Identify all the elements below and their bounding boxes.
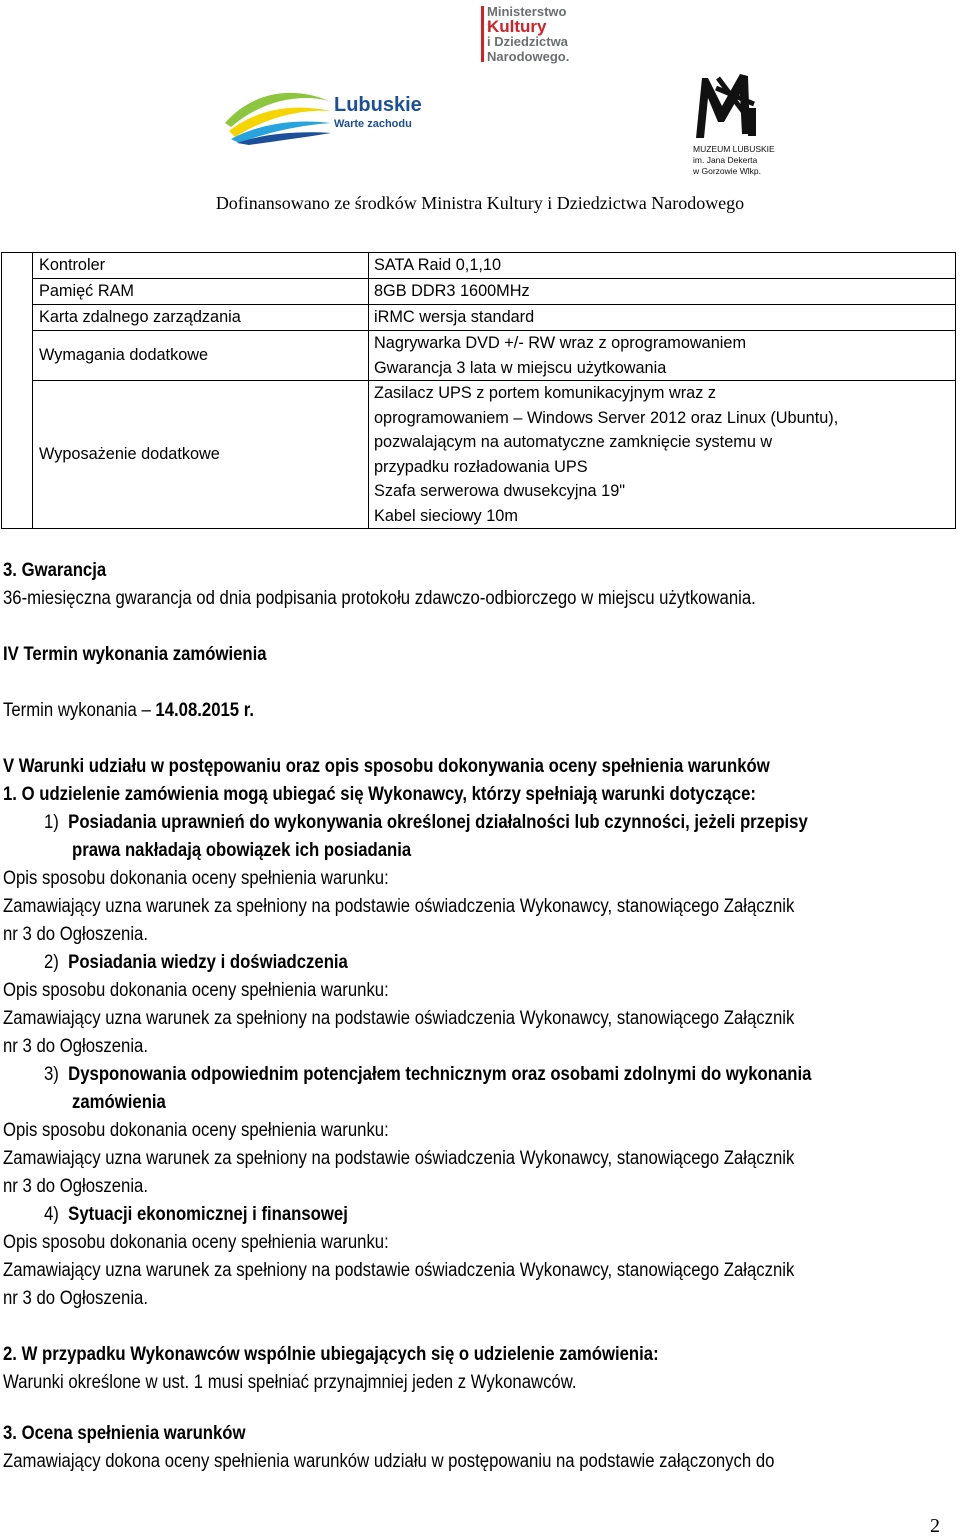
spec-value: 8GB DDR3 1600MHz: [369, 279, 956, 305]
spec-value: Gwarancja 3 lata w miejscu użytkowania: [374, 358, 667, 377]
section5-heading: V Warunki udziału w postępowaniu oraz opis sposobu dokonywania oceny spełnienia warunków: [3, 756, 770, 777]
term-line: [3, 699, 254, 723]
table-row: [2, 279, 956, 305]
spec-value: Szafa serwerowa dwusekcyjna 19": [374, 482, 626, 500]
spec-value-list: [369, 331, 956, 381]
point2-text: Warunki określone w ust. 1 musi spełniać przynajmniej jeden z Wykonawców.: [3, 1372, 577, 1393]
table-row: [2, 331, 956, 381]
assessment-label: Opis sposobu dokonania oceny spełnienia warunku:: [3, 1232, 389, 1253]
ministry-logo-line4: Narodowego.: [487, 49, 570, 64]
condition-1-title: Posiadania uprawnień do wykonywania określonej działalności lub czynności, jeżeli przepisy: [68, 812, 808, 833]
condition-3: [44, 1063, 811, 1087]
condition-1-continued: prawa nakładają obowiązek ich posiadania: [72, 840, 412, 861]
museum-caption-line2: im. Jana Dekerta: [693, 155, 758, 165]
museum-caption-line1: MUZEUM LUBUSKIE: [693, 144, 775, 154]
term-heading: IV Termin wykonania zamówienia: [3, 644, 267, 665]
point1-text: 1. O udzielenie zamówienia mogą ubiegać się Wykonawcy, którzy spełniają warunki dotyczące:: [3, 784, 756, 805]
assessment-text: Zamawiający uzna warunek za spełniony na podstawie oświadczenia Wykonawcy, stanowiącego Załącznik: [3, 1148, 795, 1169]
assessment-text: Zamawiający uzna warunek za spełniony na podstawie oświadczenia Wykonawcy, stanowiącego Załącznik: [3, 1008, 795, 1029]
spec-label: Wymagania dodatkowe: [33, 331, 369, 381]
lubuskie-tagline: Warte zachodu: [334, 118, 412, 130]
spec-value-list: [369, 381, 956, 529]
condition-4-title: Sytuacji ekonomicznej i finansowej: [68, 1204, 348, 1225]
condition-1-number: 1): [44, 812, 59, 833]
spec-label: Pamięć RAM: [33, 279, 369, 305]
assessment-text-continued: nr 3 do Ogłoszenia.: [3, 1176, 148, 1197]
assessment-text: Zamawiający uzna warunek za spełniony na podstawie oświadczenia Wykonawcy, stanowiącego Załącznik: [3, 896, 795, 917]
condition-2-title: Posiadania wiedzy i doświadczenia: [68, 952, 348, 973]
assessment-label: Opis sposobu dokonania oceny spełnienia warunku:: [3, 1120, 389, 1141]
museum-logo: [676, 68, 776, 178]
point3-text: Zamawiający dokona oceny spełnienia warunków udziału w postępowaniu na podstawie załączonych do: [3, 1451, 775, 1472]
assessment-label: Opis sposobu dokonania oceny spełnienia warunku:: [3, 980, 389, 1001]
lubuskie-swoosh-icon: [221, 83, 333, 145]
assessment-label: Opis sposobu dokonania oceny spełnienia warunku:: [3, 868, 389, 889]
spec-label: Karta zdalnego zarządzania: [33, 305, 369, 331]
table-row: [2, 381, 956, 529]
condition-4: [44, 1203, 348, 1227]
table-row: [2, 253, 956, 279]
term-label: Termin wykonania –: [3, 700, 156, 721]
condition-3-number: 3): [44, 1064, 59, 1085]
cofinancing-note: Dofinansowano ze środków Ministra Kultury i Dziedzictwa Narodowego: [215, 193, 745, 213]
condition-3-title: Dysponowania odpowiednim potencjałem technicznym oraz osobami zdolnymi do wykonania: [68, 1064, 812, 1085]
ministry-logo-line2: Kultury: [487, 17, 547, 36]
museum-emblem-icon: [688, 68, 764, 144]
table-row: [2, 305, 956, 331]
condition-4-number: 4): [44, 1204, 59, 1225]
spec-value: iRMC wersja standard: [369, 305, 956, 331]
page-number: 2: [930, 1515, 940, 1537]
spec-label: Wyposażenie dodatkowe: [33, 381, 369, 529]
spec-label: Kontroler: [33, 253, 369, 279]
spec-value: Nagrywarka DVD +/- RW wraz z oprogramowaniem: [374, 334, 747, 352]
ministry-logo-bar: [481, 6, 484, 62]
point1-intro: [3, 783, 756, 807]
point2-heading: 2. W przypadku Wykonawców wspólnie ubiegających się o udzielenie zamówienia:: [3, 1344, 659, 1365]
condition-3-continued: zamówienia: [72, 1092, 166, 1113]
lubuskie-name: Lubuskie: [334, 94, 422, 116]
assessment-text-continued: nr 3 do Ogłoszenia.: [3, 1036, 148, 1057]
term-date: 14.08.2015 r.: [155, 700, 254, 721]
spec-value: SATA Raid 0,1,10: [369, 253, 956, 279]
ministry-logo: [481, 4, 593, 66]
warranty-heading: 3. Gwarancja: [3, 560, 107, 581]
museum-caption-line3: w Gorzowie Wlkp.: [693, 166, 762, 176]
point3-heading: 3. Ocena spełnienia warunków: [3, 1423, 246, 1444]
condition-2: [44, 951, 348, 975]
ministry-logo-line1: Ministerstwo: [487, 4, 567, 19]
spec-value: Kabel sieciowy 10m: [374, 506, 518, 525]
spec-value: Zasilacz UPS z portem komunikacyjnym wraz z oprogramowaniem – Windows Server 2012 oraz Linux (Ubuntu), pozwalającym na automatyczne zamknięcie systemu w przypadku rozładowania UPS: [374, 384, 839, 476]
ministry-logo-line3: i Dziedzictwa: [487, 34, 568, 49]
assessment-text: Zamawiający uzna warunek za spełniony na podstawie oświadczenia Wykonawcy, stanowiącego Załącznik: [3, 1260, 795, 1281]
specs-table: [1, 252, 956, 529]
warranty-text: 36-miesięczna gwarancja od dnia podpisania protokołu zdawczo-odbiorczego w miejscu użytkowania.: [3, 588, 756, 609]
blank-column-cell: [2, 253, 33, 529]
condition-1: [44, 811, 808, 835]
lubuskie-logo: [221, 83, 421, 145]
assessment-text-continued: nr 3 do Ogłoszenia.: [3, 1288, 148, 1309]
condition-2-number: 2): [44, 952, 59, 973]
assessment-text-continued: nr 3 do Ogłoszenia.: [3, 924, 148, 945]
